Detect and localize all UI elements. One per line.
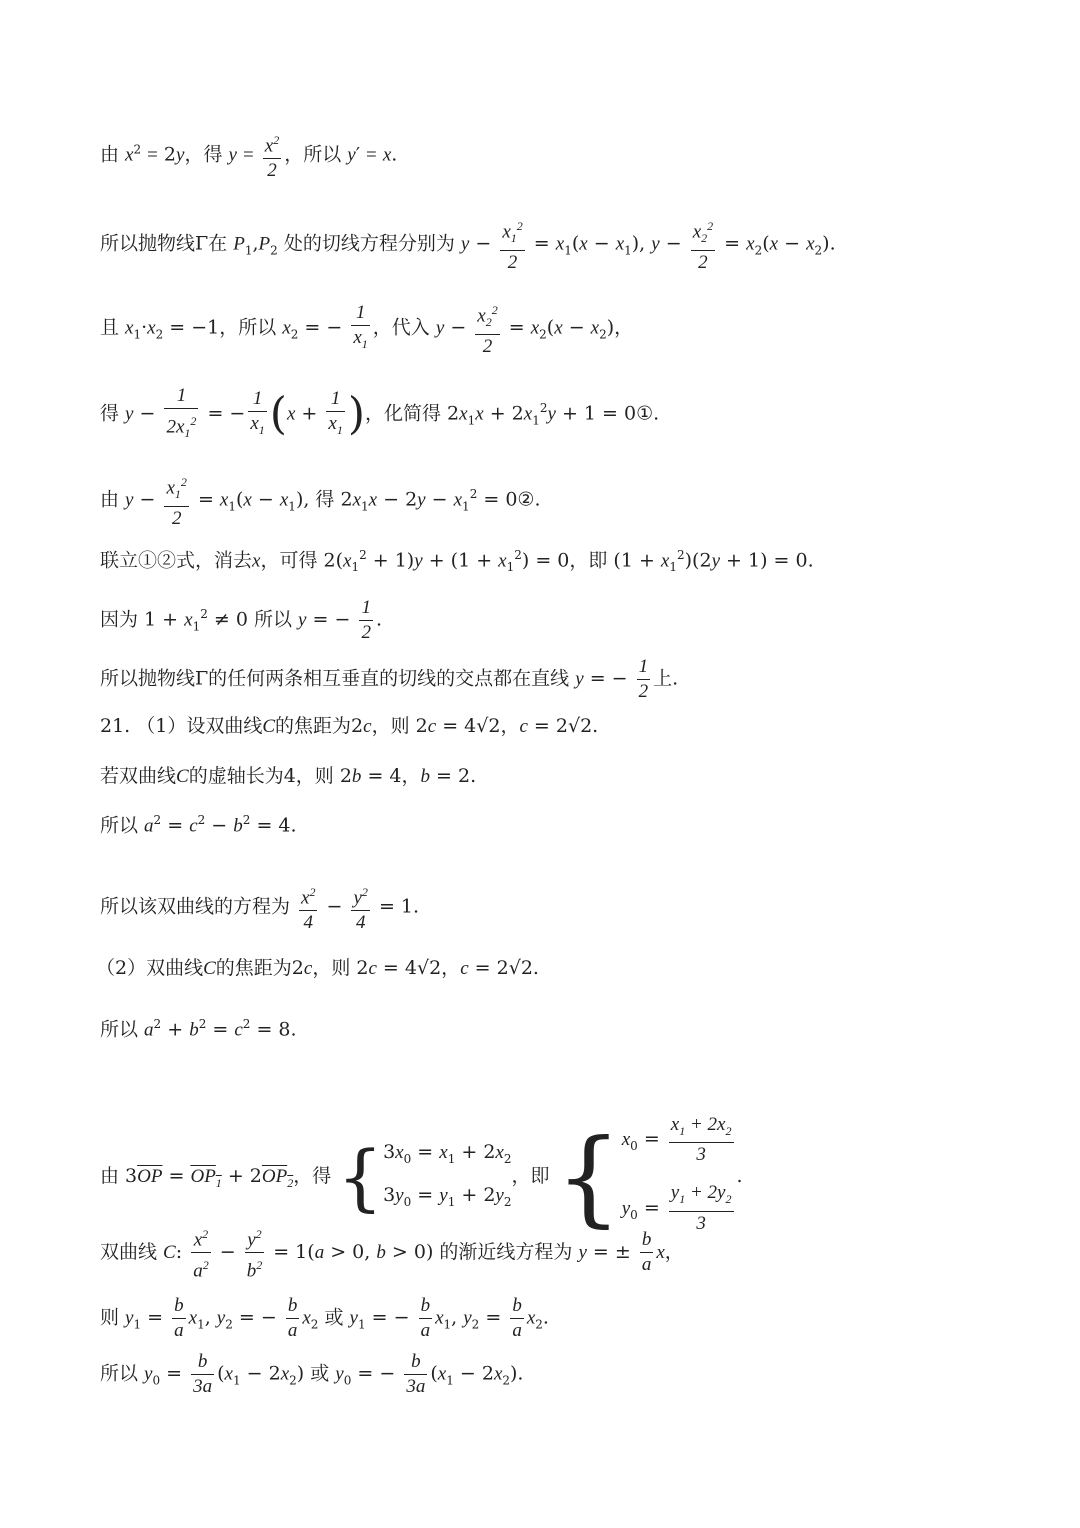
- text-line-9: 21. （1）设双曲线C的焦距为2c，则 2c = 4√2，c = 2√2.: [100, 715, 599, 737]
- text-line-7: 因为 $1 + x_1^2 \ne 0$ 所以 y = − $\frac{1}{2}$ .: [100, 597, 382, 643]
- text-line-13: （2）双曲线C的焦距为2c，则 2c = 4√2，c = 2√2.: [96, 957, 539, 979]
- text-line-4: 得 y − $\frac{1}{2x_1^2}$ = − $\frac{1}{x_1}$ (x + $\frac{1}{x_1}$ )，化简得 $2x_1x + 2x_1^2y + 1$ = 0①.: [100, 385, 660, 441]
- text-line-14: 所以 $a^2 + b^2 = c^2 = 8$.: [100, 1017, 297, 1041]
- text-line-11: 所以 $a^2 = c^2 - b^2 = 4$.: [100, 813, 297, 837]
- text-line-2: 所以抛物线Γ在 $P_1,P_2$ 处的切线方程分别为 y − $\frac{x_1^2}{2}$ = $x_1(x - x_1)$, y − $\frac{x_2^2}{2}$ = $x_2(x - x_2)$.: [100, 214, 836, 275]
- text-line-12: 所以该双曲线的方程为 $\frac{x^2}{4}$ − $\frac{y^2}{4}$ = 1.: [100, 880, 419, 935]
- text-line-18: 所以 $y_0$ = $\frac{b}{3a}$ $(x_1 - 2x_2)$ 或 $y_0$ = − $\frac{b}{3a}$ $(x_1 - 2x_2)$.: [100, 1351, 524, 1397]
- text-line-5: 由 y − $\frac{x_1^2}{2}$ = $x_1(x - x_1)$, 得 $2x_1x - 2y - x_1^2$ = 0②.: [100, 470, 541, 531]
- text-line-1: 由 $x^2 = 2y$，得 y = $\frac{x^2}{2}$ ，所以 y′ = x.: [100, 128, 397, 183]
- text-line-16: 双曲线 C: $\frac{x^2}{a^2}$ − $\frac{y^2}{b^2}$ = 1(a > 0, b > 0) 的渐近线方程为 y = ± $\frac{b}{a}$ x，: [100, 1222, 684, 1284]
- text-line-6: 联立①②式，消去x，可得 $2(x_1^2 + 1)y + (1 + x_1^2) = 0$，即 $(1 + x_1^2)(2y + 1) = 0$.: [100, 548, 814, 575]
- text-line-17: 则 $y_1$ = $\frac{b}{a}$ $x_1$, $y_2$ = − $\frac{b}{a}$ $x_2$ 或 $y_1$ = − $\frac{b}{a}$ $x_1$, $y_2$ = $\frac{b}{a}$ $x_2$.: [100, 1295, 549, 1341]
- text-line-15: 由 $3\overline{OP} = OP_1 + 2OP_2$，得 { $3x_0 = x_1 + 2x_2$ $3y_0 = y_1 + 2y_2$ ，即 { $x_0$ = $\frac{x_1 + 2x_2}{3}$ $y_0$ = $\frac{y_1 + 2y_2}{3}$ .: [100, 1113, 743, 1238]
- text-line-8: 所以抛物线Γ的任何两条相互垂直的切线的交点都在直线 y = − $\frac{1}{2}$ 上.: [100, 656, 679, 702]
- text-line-3: 且 $x_1\cdot x_2 = -1$，所以 $x_2$ = − $\frac{1}{x_1}$ ，代入 y − $\frac{x_2^2}{2}$ = $x_2(x - x_2)$，: [100, 298, 633, 359]
- text-line-10: 若双曲线C的虚轴长为4，则 2b = 4，b = 2.: [100, 765, 477, 787]
